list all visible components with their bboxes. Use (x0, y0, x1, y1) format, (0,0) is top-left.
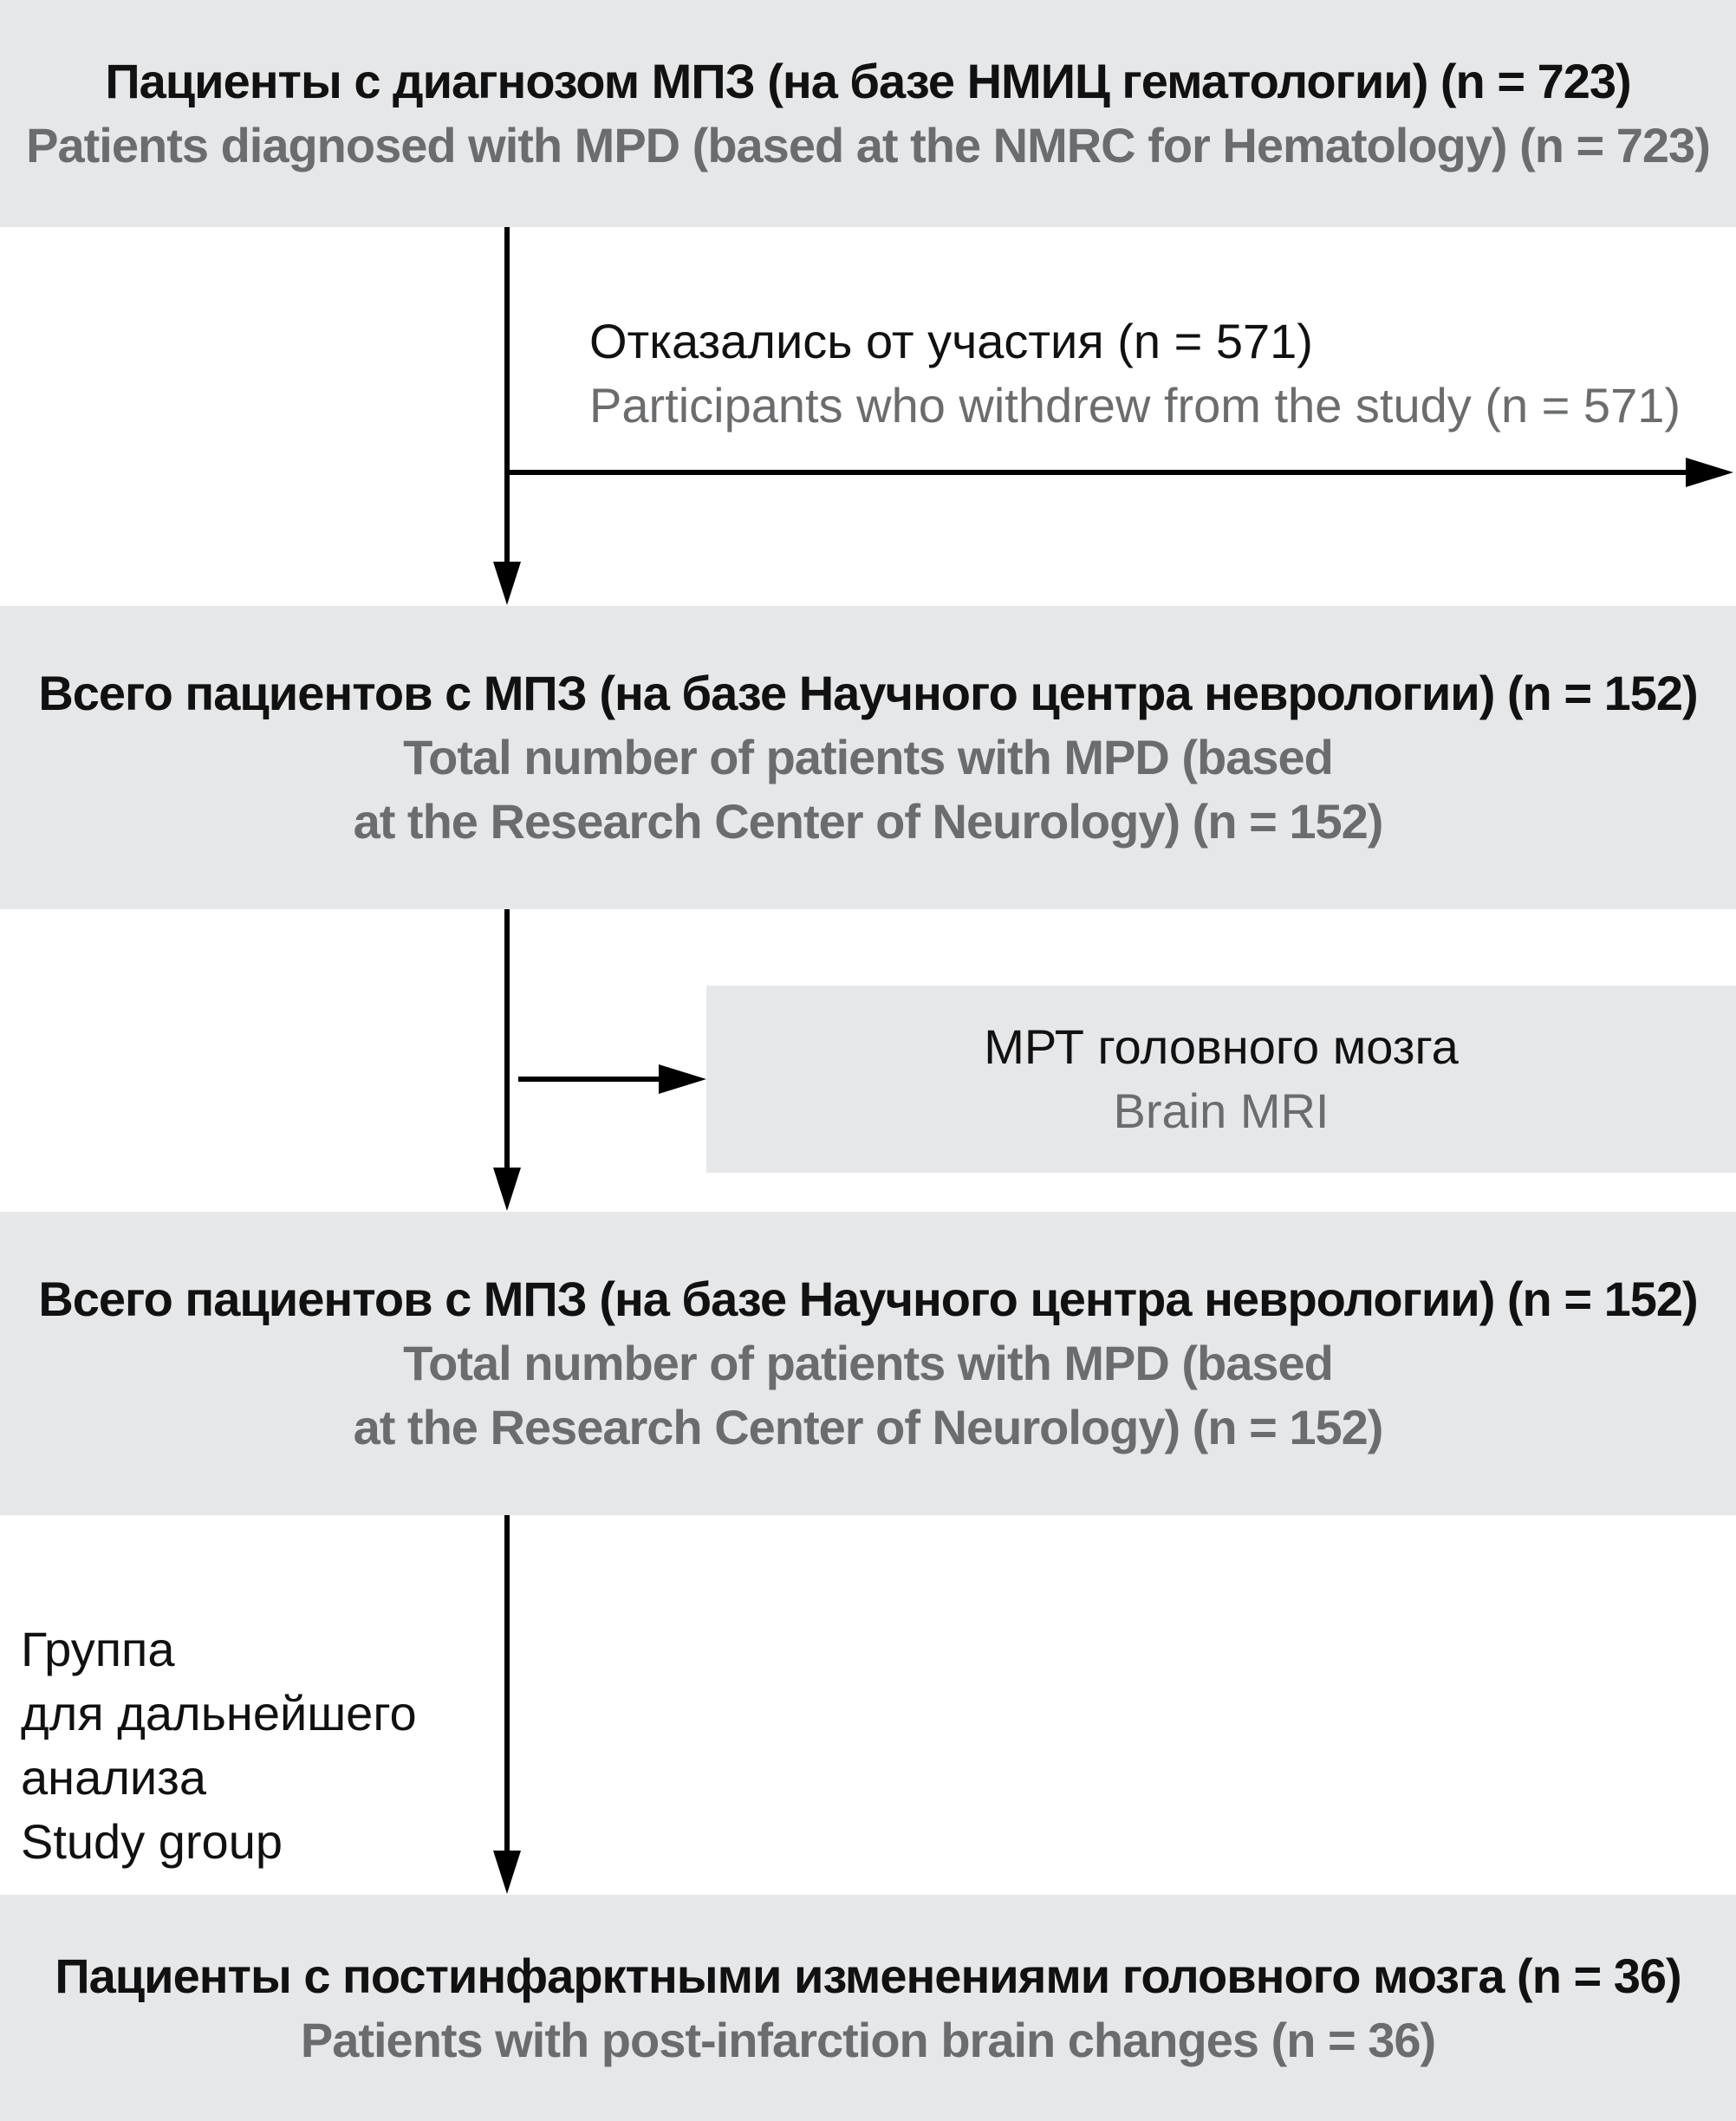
box-brain-mri-ru: МРТ головного мозга (984, 1019, 1459, 1074)
box-total-patients-1-en-line2: at the Research Center of Neurology) (n = 152) (353, 794, 1383, 849)
box-mpd-diagnosed-en: Patients diagnosed with MPD (based at the NMRC for Hematology) (n = 723) (26, 118, 1710, 172)
arrowhead-down-2 (493, 1168, 521, 1211)
arrowhead-down-3 (493, 1851, 521, 1894)
study-group-line2: для дальнейшего (21, 1686, 417, 1740)
box-total-patients-2-en-line1: Total number of patients with MPD (based (403, 1336, 1333, 1390)
arrowhead-down-1 (493, 562, 521, 605)
study-group-line4: Study group (21, 1814, 283, 1869)
box-total-patients-1-ru: Всего пациентов с МПЗ (на базе Научного центра неврологии) (n = 152) (38, 666, 1698, 720)
box-total-patients-2-ru: Всего пациентов с МПЗ (на базе Научного центра неврологии) (n = 152) (38, 1272, 1698, 1326)
box-post-infarction-en: Patients with post-infarction brain changes (n = 36) (300, 2012, 1436, 2067)
box-total-patients-2-en-line2: at the Research Center of Neurology) (n = 152) (353, 1400, 1383, 1454)
exclusion-label-en: Participants who withdrew from the study (n = 571) (589, 378, 1681, 433)
box-brain-mri-en: Brain MRI (1113, 1083, 1330, 1138)
arrowhead-right-mri (659, 1064, 706, 1094)
box-mpd-diagnosed-ru: Пациенты с диагнозом МПЗ (на базе НМИЦ гематологии) (n = 723) (105, 54, 1631, 108)
box-post-infarction-ru: Пациенты с постинфарктными изменениями головного мозга (n = 36) (55, 1948, 1681, 2003)
arrowhead-right-exclusion (1686, 458, 1733, 487)
box-total-patients-1-en-line1: Total number of patients with MPD (based (403, 730, 1333, 784)
study-group-line1: Группа (21, 1622, 175, 1676)
study-group-line3: анализа (21, 1750, 206, 1805)
exclusion-label-ru: Отказались от участия (n = 571) (589, 314, 1313, 368)
